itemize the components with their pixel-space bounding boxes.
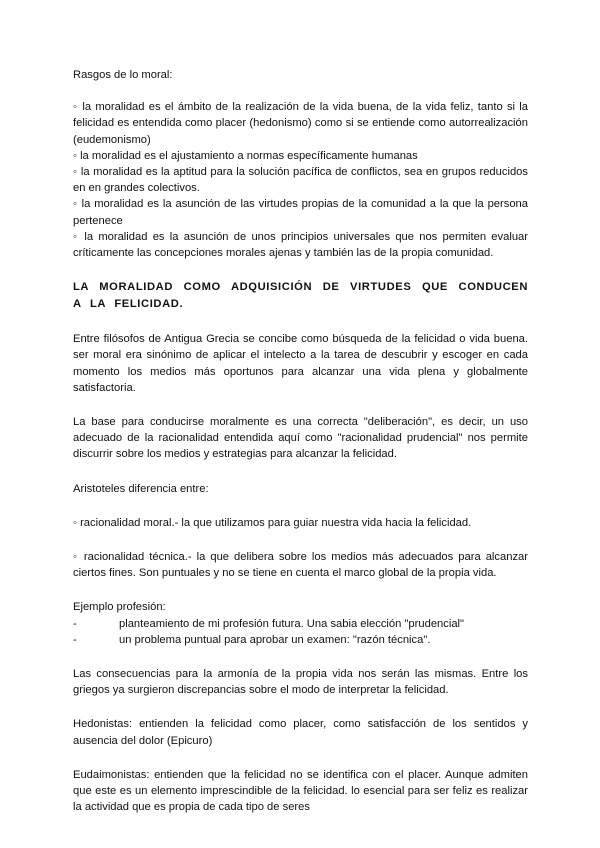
ejemplo-text: planteamiento de mi profesión futura. Una sabia elección "prudencial"	[119, 617, 465, 630]
ejemplo-item	[73, 632, 528, 648]
ejemplo-heading: Ejemplo profesión:	[73, 601, 166, 614]
paragraph-consecuencias: Las consecuencias para la armonía de la propia vida nos serán las mismas. Entre los griegos ya surgieron discrepancias sobre el modo de interpretar la felicidad.	[73, 668, 528, 697]
document-page	[73, 67, 528, 816]
ejemplo-text: un problema puntual para aprobar un examen: "razón técnica".	[119, 633, 431, 646]
section-title: LA MORALIDAD COMO ADQUISICIÓN DE VIRTUDES QUE CONDUCEN A LA FELICIDAD.	[73, 281, 528, 311]
paragraph-racionalidad-moral: ◦ racionalidad moral.- la que utilizamos para guiar nuestra vida hacia la felicidad.	[73, 516, 472, 529]
ejemplo-item	[73, 616, 528, 632]
paragraph-hedonistas: Hedonistas: entienden la felicidad como placer, como satisfacción de los sentidos y ausencia del dolor (Epicuro)	[73, 718, 528, 747]
rasgo-item: ◦ la moralidad es la aptitud para la solución pacífica de conflictos, sea en grupos reducidos en en grandes colectivos.	[73, 166, 528, 195]
rasgo-item: ◦ la moralidad es el ajustamiento a normas específicamente humanas	[73, 149, 418, 162]
dash-bullet: -	[73, 633, 77, 646]
rasgo-item: ◦ la moralidad es la asunción de las virtudes propias de la comunidad a la que la persona pertenece	[73, 198, 528, 227]
paragraph-eudaimonistas: Eudaimonistas: entienden que la felicidad no se identifica con el placer. Aunque admiten que este es un elemento imprescindible de la felicidad. lo esencial para ser feliz es realizar la actividad que es propia de cada tipo de seres	[73, 768, 528, 814]
rasgo-item: ◦ la moralidad es la asunción de unos principios universales que nos permiten evaluar críticamente las concepciones morales ajenas y también las de la propia comunidad.	[73, 230, 528, 260]
ejemplo-list	[73, 616, 528, 648]
paragraph-aristoteles: Aristoteles diferencia entre:	[73, 482, 209, 495]
paragraph-grecia: Entre filósofos de Antigua Grecia se concibe como búsqueda de la felicidad o vida buena. ser moral era sinónimo de aplicar el intelecto a la tarea de descubrir y escoger en cada momento los medios más oportunos para alcanzar una vida plena y globalmente satisfactoria.	[73, 333, 528, 394]
rasgos-heading: Rasgos de lo moral:	[73, 69, 173, 81]
paragraph-base: La base para conducirse moralmente es una correcta "deliberación", es decir, un uso adecuado de la racionalidad entendida aquí como "racionalidad prudencial" nos permite discurrir sobre los medios y estrategias para alcanzar la felicidad.	[73, 416, 528, 461]
dash-bullet: -	[73, 617, 77, 630]
paragraph-racionalidad-tecnica: ◦ racionalidad técnica.- la que delibera sobre los medios más adecuados para alcanzar ciertos fines. Son puntuales y no se tiene en cuenta el marco global de la propia vida.	[73, 551, 528, 580]
rasgo-item: ◦ la moralidad es el ámbito de la realización de la vida buena, de la vida feliz, tanto si la felicidad es entendida como placer (hedonismo) como si se entiende como autorrealización (eudemonismo)	[73, 101, 528, 146]
rasgos-list	[73, 99, 528, 261]
